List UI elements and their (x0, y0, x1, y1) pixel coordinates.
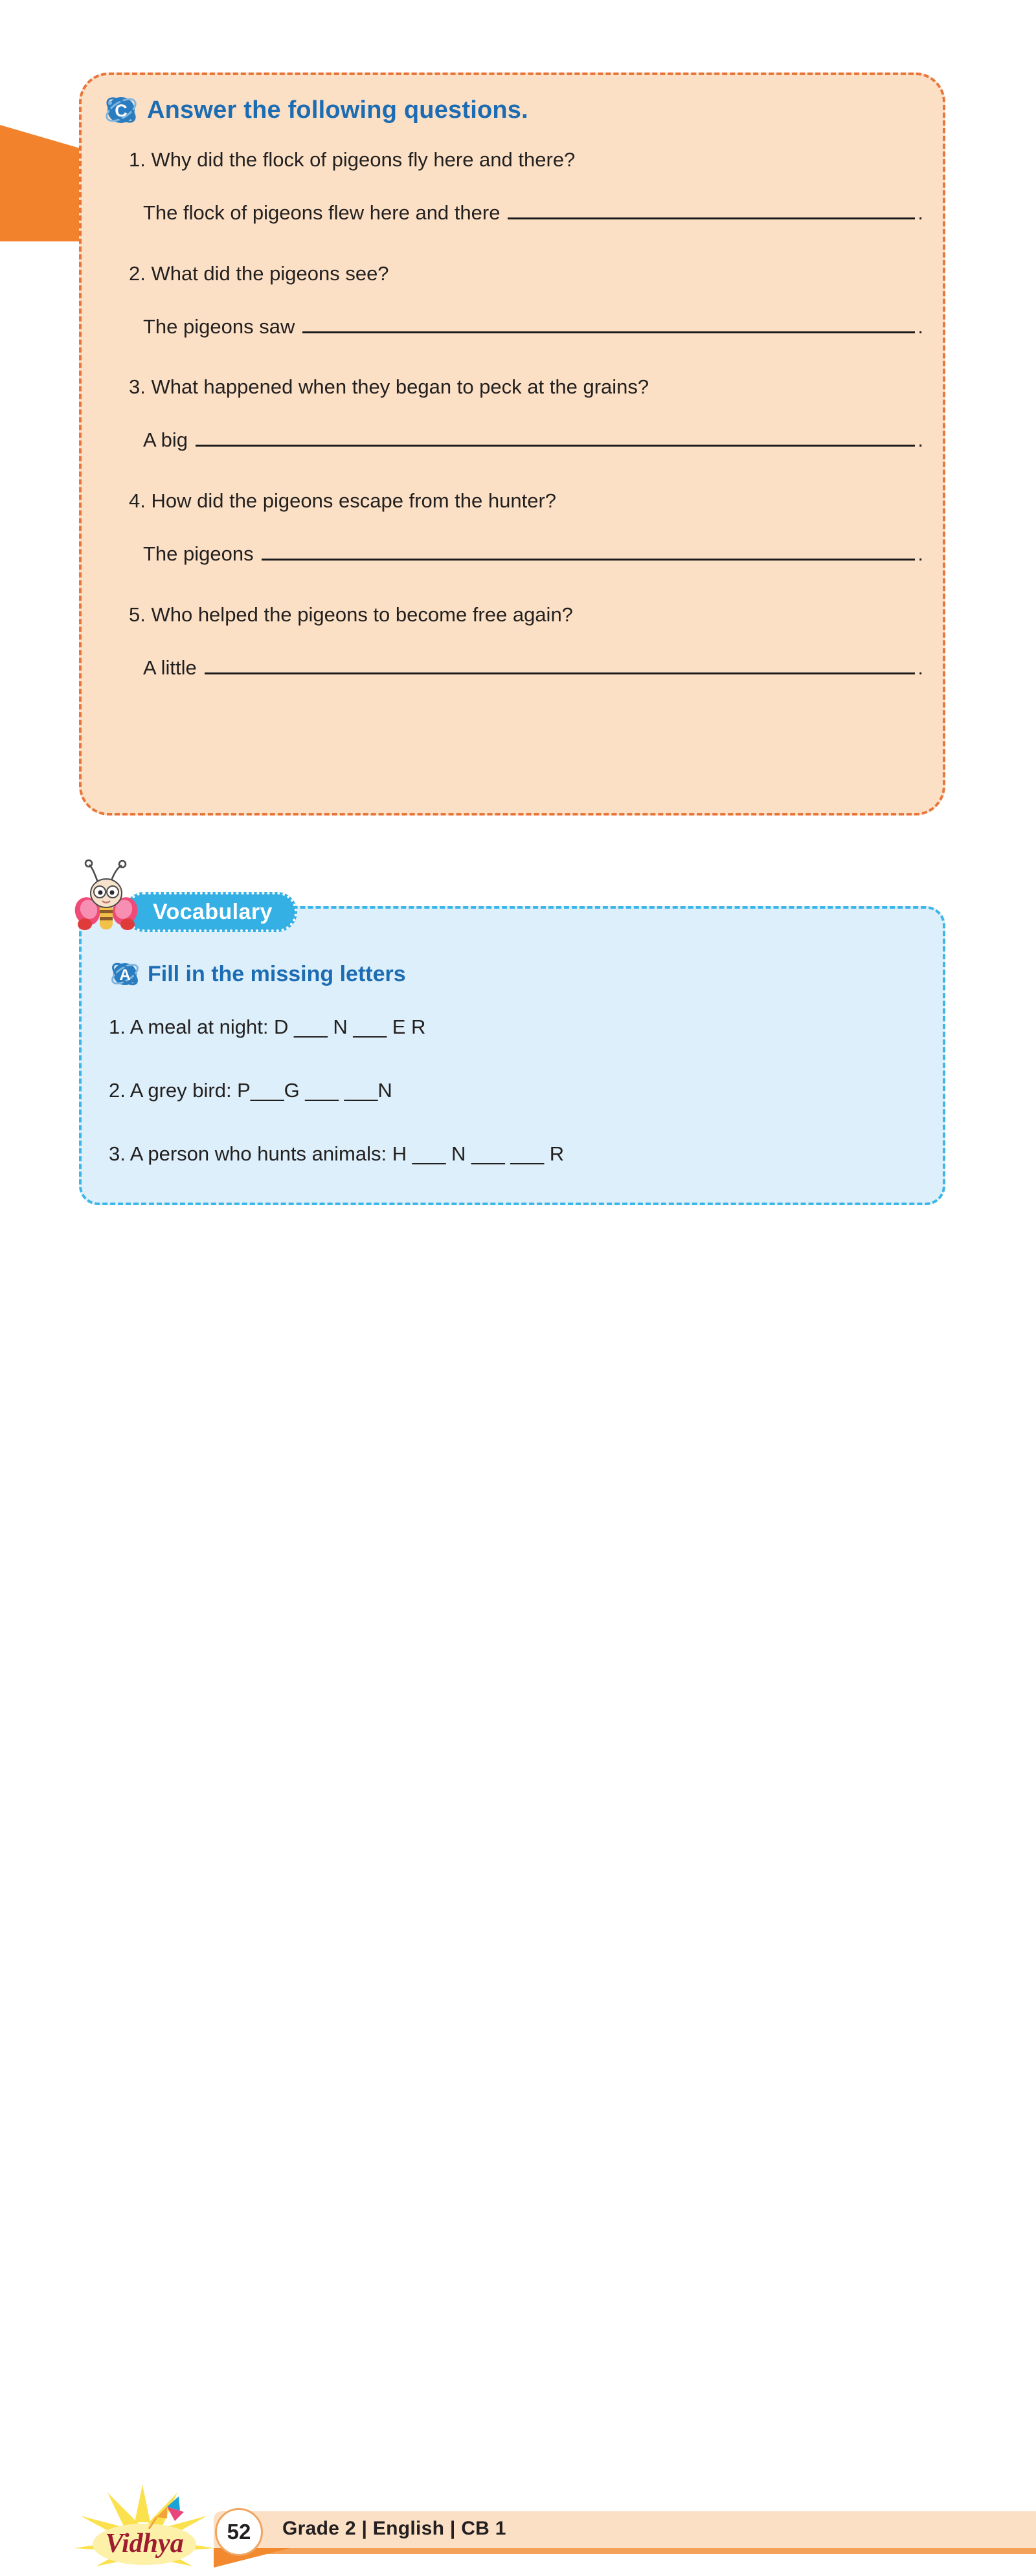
answer-lead-text: The pigeons saw (143, 315, 295, 338)
answer-lead-text: The flock of pigeons flew here and there (143, 201, 501, 224)
answer-line[interactable] (104, 427, 923, 454)
vocabulary-item[interactable]: 2. A grey bird: P___G ___ ___N (109, 1079, 392, 1102)
question-item (104, 487, 923, 568)
answer-line[interactable] (104, 199, 923, 227)
question-item (104, 260, 923, 340)
question-text: 1. Why did the flock of pigeons fly here and there? (129, 148, 576, 171)
svg-text:A: A (119, 966, 131, 984)
question-item (104, 146, 923, 227)
vocabulary-banner (124, 892, 297, 932)
answer-period: . (918, 428, 923, 452)
answer-line[interactable] (104, 654, 923, 682)
footer-meta-text: Grade 2 | English | CB 1 (282, 2518, 506, 2539)
vocabulary-section (79, 906, 945, 1205)
letter-a-badge-icon (110, 959, 140, 989)
vocabulary-subsection-header (110, 959, 406, 989)
answer-blank[interactable] (302, 319, 915, 333)
question-text: 2. What did the pigeons see? (129, 261, 389, 285)
answer-blank[interactable] (262, 546, 916, 561)
butterfly-mascot-icon (76, 856, 136, 940)
page-footer (0, 1246, 1036, 2559)
answer-questions-section (79, 72, 945, 816)
svg-text:C: C (115, 101, 128, 120)
section-c-header (104, 93, 528, 127)
question-item (104, 373, 923, 454)
answer-lead-text: A little (143, 656, 197, 679)
answer-period: . (918, 315, 923, 338)
answer-lead-text: The pigeons (143, 542, 254, 565)
answer-lead-text: A big (143, 428, 188, 452)
section-c-title: Answer the following questions. (147, 96, 528, 124)
vocabulary-banner-label: Vocabulary (153, 899, 273, 924)
footer-banner-underline (214, 2548, 1036, 2554)
answer-period: . (918, 656, 923, 679)
orange-side-tab (0, 125, 84, 241)
question-text: 5. Who helped the pigeons to become free again? (129, 603, 573, 626)
svg-text:Vidhya: Vidhya (105, 2529, 184, 2559)
question-list (104, 146, 923, 715)
answer-line[interactable] (104, 313, 923, 340)
letter-c-badge-icon (104, 93, 138, 127)
question-item (104, 601, 923, 682)
sunburst-hummingbird-logo-icon (70, 2482, 219, 2573)
answer-blank[interactable] (508, 205, 915, 219)
vocabulary-item-list (109, 1016, 917, 1206)
vocabulary-item[interactable]: 3. A person who hunts animals: H ___ N ___ ___ R (109, 1142, 565, 1165)
answer-period: . (918, 542, 923, 565)
answer-blank[interactable] (196, 432, 915, 447)
question-text: 3. What happened when they began to peck at the grains? (129, 375, 649, 399)
page-number-badge (215, 2508, 263, 2556)
page-number: 52 (227, 2520, 251, 2544)
answer-line[interactable] (104, 540, 923, 568)
answer-blank[interactable] (205, 660, 916, 674)
vocabulary-subsection-title: Fill in the missing letters (148, 961, 406, 986)
vocabulary-item[interactable]: 1. A meal at night: D ___ N ___ E R (109, 1016, 426, 1038)
question-text: 4. How did the pigeons escape from the hunter? (129, 489, 557, 513)
answer-period: . (918, 201, 923, 224)
